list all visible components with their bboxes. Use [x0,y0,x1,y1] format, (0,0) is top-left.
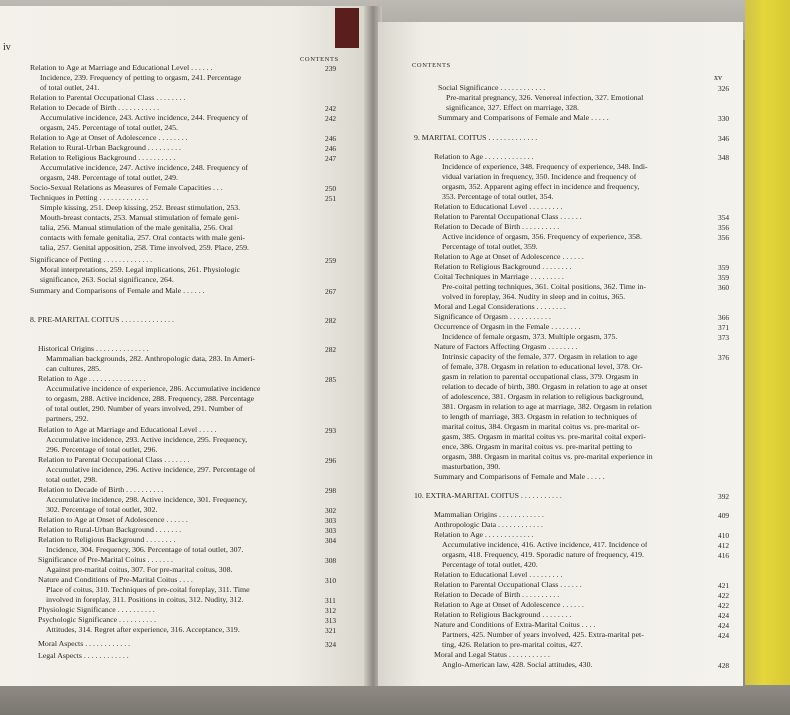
toc-entry: Relation to Decade of Birth . . . . . . . . . . . [30,104,160,112]
toc-entry: 296. Percentage of total outlet, 296. [46,446,158,454]
toc-entry: of total outlet, 241. [40,84,100,92]
toc-entry: Incidence of female orgasm, 373. Multiple orgasm, 375. [442,333,618,341]
toc-entry: Relation to Age at Onset of Adolescence . . . . . . [38,516,188,524]
toc-entry: Mammalian backgrounds, 282. Anthropologic data, 283. In Ameri- [46,355,255,363]
toc-entry: Summary and Comparisons of Female and Male . . . . . [438,114,609,122]
toc-entry: can cultures, 285. [46,365,101,373]
toc-entry: Moral and Legal Status . . . . . . . . . . . [434,651,550,659]
toc-page-number: 312 [325,606,337,615]
toc-page-number: 310 [325,576,337,585]
toc-entry: Psychologic Significance . . . . . . . . . . [38,616,157,624]
toc-page-number: 239 [325,64,337,73]
toc-entry: significance, 263. Social significance, 264. [40,276,174,284]
toc-entry: Against pre-marital coitus, 307. For pre-marital coitus, 308. [46,566,233,574]
toc-entry: Historical Origins . . . . . . . . . . . . . . [38,345,149,353]
toc-entry: Incidence, 304. Frequency, 306. Percentage of total outlet, 307. [46,546,244,554]
toc-entry: Percentage of total outlet, 420. [442,561,538,569]
toc-entry: Accumulative incidence of experience, 286. Accumulative incidence [46,385,261,393]
toc-entry: ting, 426. Relation to pre-marital coitus, 427. [442,641,583,649]
toc-page-number: 412 [718,541,730,550]
toc-entry: Relation to Religious Background . . . . . . . . . . [30,154,176,162]
toc-entry: Incidence, 239. Frequency of petting to orgasm, 241. Percentage [40,74,242,82]
toc-entry: Relation to Rural-Urban Background . . . . . . . . . [30,144,181,152]
toc-entry: Attitudes, 314. Regret after experience, 316. Acceptance, 319. [46,626,240,634]
toc-entry: Relation to Decade of Birth . . . . . . . . . . [38,486,164,494]
toc-page-number: 311 [325,596,336,605]
toc-page-number: 376 [718,353,730,362]
toc-page-number: 246 [325,134,337,143]
toc-entry: 9. MARITAL COITUS . . . . . . . . . . . . . [414,134,538,142]
toc-entry: orgasm, 352. Apparent aging effect in incidence and frequency, [442,183,640,191]
toc-page-number: 282 [325,345,337,354]
toc-entry: orgasm, 248. Percentage of total outlet, 249. [40,174,179,182]
toc-entry: Relation to Age at Onset of Adolescence . . . . . . . . [30,134,188,142]
toc-entry: Relation to Educational Level . . . . . . . . . [434,571,563,579]
toc-entry: Relation to Age at Marriage and Educational Level . . . . . . [30,64,213,72]
toc-entry: Partners, 425. Number of years involved, 425. Extra-marital pet- [442,631,644,639]
toc-entry: volved in foreplay, 364. Nudity in sleep and in coitus, 365. [442,293,626,301]
toc-entry: Significance of Pre-Marital Coitus . . . . . . . [38,556,173,564]
toc-entry: Accumulative incidence, 416. Active incidence, 417. Incidence of [442,541,648,549]
toc-entry: Accumulative incidence, 293. Active incidence, 295. Frequency, [46,436,248,444]
toc-page-number: 304 [325,536,337,545]
toc-entry: Incidence of experience, 348. Frequency of experience, 348. Indi- [442,163,648,171]
toc-page-number: 392 [718,492,730,501]
toc-entry: Relation to Age at Onset of Adolescence . . . . . . [434,601,584,609]
toc-page-number: 242 [325,104,337,113]
toc-page-number: 410 [718,531,730,540]
toc-entry: 353. Percentage of total outlet, 354. [442,193,554,201]
toc-entry: Significance of Petting . . . . . . . . . . . . . [30,256,153,264]
toc-page-number: 242 [325,114,337,123]
toc-entry: Active incidence of orgasm, 356. Frequency of experience, 358. [442,233,642,241]
toc-entry: Relation to Educational Level . . . . . . . . . [434,203,563,211]
toc-entry: Relation to Religious Background . . . . . . . . [434,611,572,619]
toc-entry: Relation to Religious Background . . . . . . . . [434,263,572,271]
toc-page-number: 250 [325,184,337,193]
toc-entry: Relation to Age . . . . . . . . . . . . . . . [38,375,146,383]
toc-entry: Summary and Comparisons of Female and Male . . . . . . [30,287,205,295]
toc-entry: talia, 257. Genital apposition, 258. Time involved, 259. Place, 259. [40,244,249,252]
toc-page-number: 285 [325,375,337,384]
toc-entry: vidual variation in frequency, 350. Incidence and frequency of [442,173,637,181]
toc-entry: marital coitus, 384. Orgasm in marital coitus vs. pre-marital or- [442,423,640,431]
toc-page-number: 366 [718,313,730,322]
toc-entry: talia, 256. Manual stimulation of the male genitalia, 256. Oral [40,224,233,232]
toc-entry: 8. PRE-MARITAL COITUS . . . . . . . . . . . . . . [30,316,174,324]
toc-entry: orgasm, 245. Percentage of total outlet, 245. [40,124,179,132]
toc-entry: Socio-Sexual Relations as Measures of Female Capacities . . . [30,184,223,192]
toc-entry: Techniques in Petting . . . . . . . . . . . . . [30,194,149,202]
toc-page-number: 422 [718,591,730,600]
toc-page-number: 296 [325,456,337,465]
toc-entry: ence, 386. Orgasm in marital coitus vs. pre-marital petting to [442,443,632,451]
toc-entry: Mammalian Origins . . . . . . . . . . . . [434,511,544,519]
toc-entry: of adolescence, 381. Orgasm in relation to religious background, [442,393,644,401]
toc-entry: to orgasm, 288. Active incidence, 288. Frequency, 288. Percentage [46,395,255,403]
toc-entry: to length of marriage, 383. Orgasm in relation to techniques of [442,413,638,421]
toc-entry: Nature of Factors Affecting Orgasm . . . . . . . . [434,343,578,351]
toc-entry: Mouth-breast contacts, 253. Manual stimulation of female geni- [40,214,240,222]
toc-entry: Intrinsic capacity of the female, 377. Orgasm in relation to age [442,353,638,361]
toc-entry: gasm, 385. Orgasm in marital coitus vs. pre-marital coital experi- [442,433,646,441]
running-head: CONTENTS [412,62,451,69]
toc-entry: Occurrence of Orgasm in the Female . . . . . . . . [434,323,581,331]
toc-page-number: 424 [718,631,730,640]
toc-page-number: 313 [325,616,337,625]
toc-entry: Moral and Legal Considerations . . . . . . . . [434,303,566,311]
toc-page-number: 346 [718,134,730,143]
toc-entry: Relation to Religious Background . . . . . . . . [38,536,176,544]
left-page [0,6,366,686]
toc-entry: Nature and Conditions of Extra-Marital Coitus . . . . [434,621,596,629]
toc-entry: Relation to Age . . . . . . . . . . . . . [434,153,534,161]
toc-entry: Simple kissing, 251. Deep kissing, 252. Breast stimulation, 253. [40,204,241,212]
toc-entry: total outlet, 298. [46,476,98,484]
toc-entry: Moral interpretations, 259. Legal implications, 261. Physiologic [40,266,241,274]
toc-page-number: 422 [718,601,730,610]
toc-entry: Accumulative incidence, 298. Active incidence, 301. Frequency, [46,496,248,504]
toc-entry: involved in foreplay, 311. Positions in coitus, 312. Nudity, 312. [46,596,244,604]
toc-entry: of female, 378. Orgasm in relation to educational level, 378. Or- [442,363,643,371]
toc-page-number: 298 [325,486,337,495]
table-surface [0,685,790,715]
toc-page-number: 282 [325,316,337,325]
toc-page-number: 356 [718,233,730,242]
toc-page-number: 267 [325,287,337,296]
toc-page-number: 302 [325,506,337,515]
toc-entry: Accumulative incidence, 296. Active incidence, 297. Percentage of [46,466,256,474]
toc-page-number: 308 [325,556,337,565]
toc-page-number: 246 [325,144,337,153]
toc-page-number: 409 [718,511,730,520]
toc-entry: Summary and Comparisons of Female and Male . . . . . [434,473,605,481]
toc-entry: Pre-marital pregnancy, 326. Venereal infection, 327. Emotional [446,94,644,102]
toc-entry: Legal Aspects . . . . . . . . . . . . [38,652,129,660]
right-page [378,22,743,686]
toc-entry: Relation to Parental Occupational Class . . . . . . [434,581,582,589]
toc-entry: orgasm, 418. Frequency, 419. Sporadic nature of frequency, 419. [442,551,644,559]
toc-entry: Social Significance . . . . . . . . . . . . [438,84,546,92]
toc-entry: Relation to Decade of Birth . . . . . . . . . . [434,223,560,231]
toc-entry: contacts with female genitalia, 257. Oral contacts with male geni- [40,234,246,242]
toc-entry: Nature and Conditions of Pre-Marital Coitus . . . . [38,576,193,584]
toc-entry: 10. EXTRA-MARITAL COITUS . . . . . . . . . . . [414,492,562,500]
toc-entry: Coital Techniques in Marriage . . . . . . . . . [434,273,564,281]
book-spine [335,8,359,48]
toc-entry: Relation to Age at Marriage and Educational Level . . . . . [38,426,217,434]
toc-entry: Significance of Orgasm . . . . . . . . . . . [434,313,551,321]
toc-entry: significance, 327. Effect on marriage, 328. [446,104,580,112]
toc-entry: 302. Percentage of total outlet, 302. [46,506,158,514]
toc-entry: gasm in relation to parental occupational class, 379. Orgasm in [442,373,639,381]
toc-page-number: 321 [325,626,337,635]
toc-page-number: 371 [718,323,730,332]
toc-page-number: 293 [325,426,337,435]
toc-page-number: 359 [718,273,730,282]
toc-entry: masturbation, 390. [442,463,501,471]
toc-entry: Relation to Age at Onset of Adolescence . . . . . . [434,253,584,261]
toc-page-number: 326 [718,84,730,93]
toc-page-number: 421 [718,581,730,590]
toc-page-number: 247 [325,154,337,163]
running-head: CONTENTS [300,56,339,63]
toc-entry: Relation to Parental Occupational Class . . . . . . . [38,456,190,464]
toc-entry: Relation to Rural-Urban Background . . . . . . . [38,526,182,534]
toc-page-number: 251 [325,194,337,203]
toc-entry: Pre-coital petting techniques, 361. Coital positions, 362. Time in- [442,283,647,291]
toc-page-number: 303 [325,526,337,535]
toc-page-number: 354 [718,213,730,222]
toc-page-number: 330 [718,114,730,123]
toc-entry: Moral Aspects . . . . . . . . . . . . [38,640,131,648]
toc-entry: Relation to Decade of Birth . . . . . . . . . . [434,591,560,599]
toc-page-number: 359 [718,263,730,272]
toc-entry: relation to decade of birth, 380. Orgasm in relation to age at onset [442,383,648,391]
toc-entry: Relation to Age . . . . . . . . . . . . . [434,531,534,539]
toc-entry: partners, 292. [46,415,89,423]
toc-entry: Accumulative incidence, 243. Active incidence, 244. Frequency of [40,114,249,122]
toc-entry: Anglo-American law, 428. Social attitudes, 430. [442,661,593,669]
toc-entry: Percentage of total outlet, 359. [442,243,538,251]
toc-entry: Place of coitus, 310. Techniques of pre-coital foreplay, 311. Time [46,586,250,594]
toc-entry: Anthropologic Data . . . . . . . . . . . . [434,521,543,529]
toc-entry: orgasm, 388. Orgasm in marital coitus vs. pre-marital experience in [442,453,653,461]
toc-entry: Relation to Parental Occupational Class . . . . . . [434,213,582,221]
toc-entry: of total outlet, 290. Number of years involved, 291. Number of [46,405,243,413]
toc-page-number: 428 [718,661,730,670]
toc-page-number: 424 [718,611,730,620]
toc-entry: Accumulative incidence, 247. Active incidence, 248. Frequency of [40,164,249,172]
page-folio: xv [714,73,722,82]
toc-page-number: 356 [718,223,730,232]
toc-page-number: 416 [718,551,730,560]
toc-page-number: 259 [325,256,337,265]
toc-entry: Physiologic Significance . . . . . . . . . . [38,606,155,614]
page-folio: iv [3,42,11,53]
toc-page-number: 324 [325,640,337,649]
yellow-book-edge [745,0,790,715]
toc-page-number: 360 [718,283,730,292]
toc-page-number: 373 [718,333,730,342]
toc-entry: Relation to Parental Occupational Class . . . . . . . . [30,94,186,102]
toc-page-number: 303 [325,516,337,525]
toc-page-number: 348 [718,153,730,162]
toc-entry: 381. Orgasm in relation to age at marriage, 382. Orgasm in relation [442,403,652,411]
toc-page-number: 424 [718,621,730,630]
